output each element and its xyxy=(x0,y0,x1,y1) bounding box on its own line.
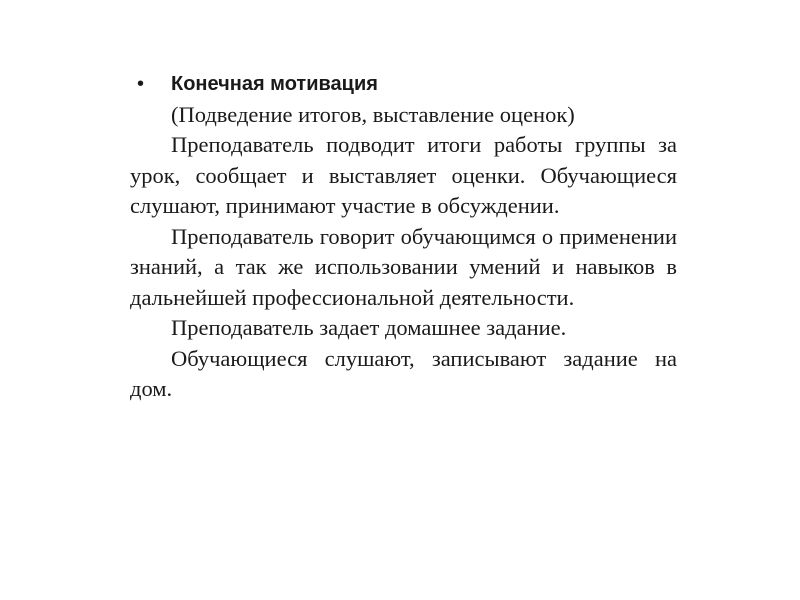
paragraph-students: Обучающиеся слушают, записывают задание на дом. xyxy=(130,345,677,401)
slide-content xyxy=(130,69,677,405)
paragraph-application: Преподаватель говорит обучающимся о применении знаний, а так же использовании умений и навыков в дальнейшей профессиональной деятельности. xyxy=(130,223,677,310)
paragraph-summary: Преподаватель подводит итоги работы группы за урок, сообщает и выставляет оценки. Обучающиеся слушают, принимают участие в обсуждении. xyxy=(130,132,677,218)
bullet-icon: • xyxy=(137,73,145,95)
slide-subtitle: (Подведение итогов, выставление оценок) xyxy=(171,101,575,127)
heading-text: Конечная мотивация xyxy=(171,73,378,95)
slide-heading xyxy=(130,69,677,100)
paragraph-homework: Преподаватель задает домашнее задание. xyxy=(171,315,567,340)
